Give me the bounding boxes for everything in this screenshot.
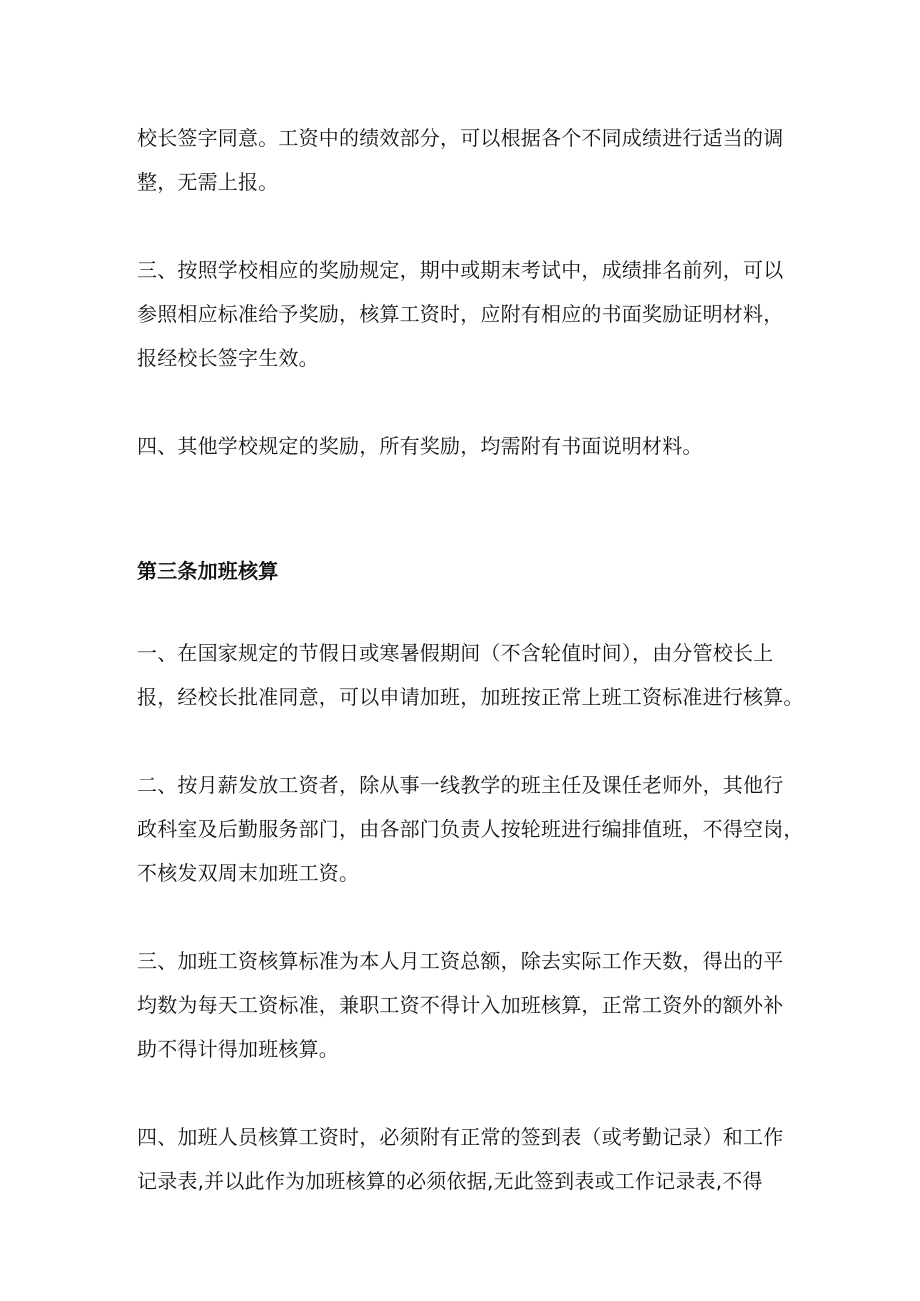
paragraph-item-four	[137, 424, 787, 468]
text-line: 参照相应标准给予奖励，核算工资时，应附有相应的书面奖励证明材料，	[137, 302, 784, 326]
overtime-item-two	[137, 763, 804, 895]
text-line: 均数为每天工资标准，兼职工资不得计入加班核算，正常工资外的额外补	[137, 993, 784, 1017]
text-line: 不核发双周末加班工资。	[137, 861, 360, 885]
text-line: 一、在国家规定的节假日或寒暑假期间（不含轮值时间），由分管校长上	[137, 641, 774, 665]
text-line: 报经校长签字生效。	[137, 346, 319, 370]
text-line: 助不得计得加班核算。	[137, 1037, 339, 1061]
section-heading: 第三条加班核算	[137, 559, 279, 583]
text-line: 整，无需上报。	[137, 170, 279, 194]
overtime-item-one	[137, 631, 804, 719]
text-line: 三、加班工资核算标准为本人月工资总额，除去实际工作天数，得出的平	[137, 949, 784, 973]
text-line: 二、按月薪发放工资者，除从事一线教学的班主任及课任老师外，其他行	[137, 773, 784, 797]
text-line: 政科室及后勤服务部门，由各部门负责人按轮班进行编排值班，不得空岗，	[137, 817, 804, 841]
text-line: 记录表,并以此作为加班核算的必须依据,无此签到表或工作记录表,不得	[137, 1169, 763, 1193]
overtime-item-three	[137, 939, 787, 1071]
text-line: 四、其他学校规定的奖励，所有奖励，均需附有书面说明材料。	[137, 434, 703, 458]
text-line: 三、按照学校相应的奖励规定，期中或期末考试中，成绩排名前列，可以	[137, 258, 784, 282]
overtime-item-four	[137, 1115, 787, 1203]
text-line: 报，经校长批准同意，可以申请加班，加班按正常上班工资标准进行核算。	[137, 685, 804, 709]
paragraph-continuation	[137, 116, 787, 204]
document-body	[137, 116, 804, 1247]
text-line: 校长签字同意。工资中的绩效部分，可以根据各个不同成绩进行适当的调	[137, 126, 784, 150]
text-line: 四、加班人员核算工资时，必须附有正常的签到表（或考勤记录）和工作	[137, 1125, 784, 1149]
paragraph-item-three	[137, 248, 787, 380]
